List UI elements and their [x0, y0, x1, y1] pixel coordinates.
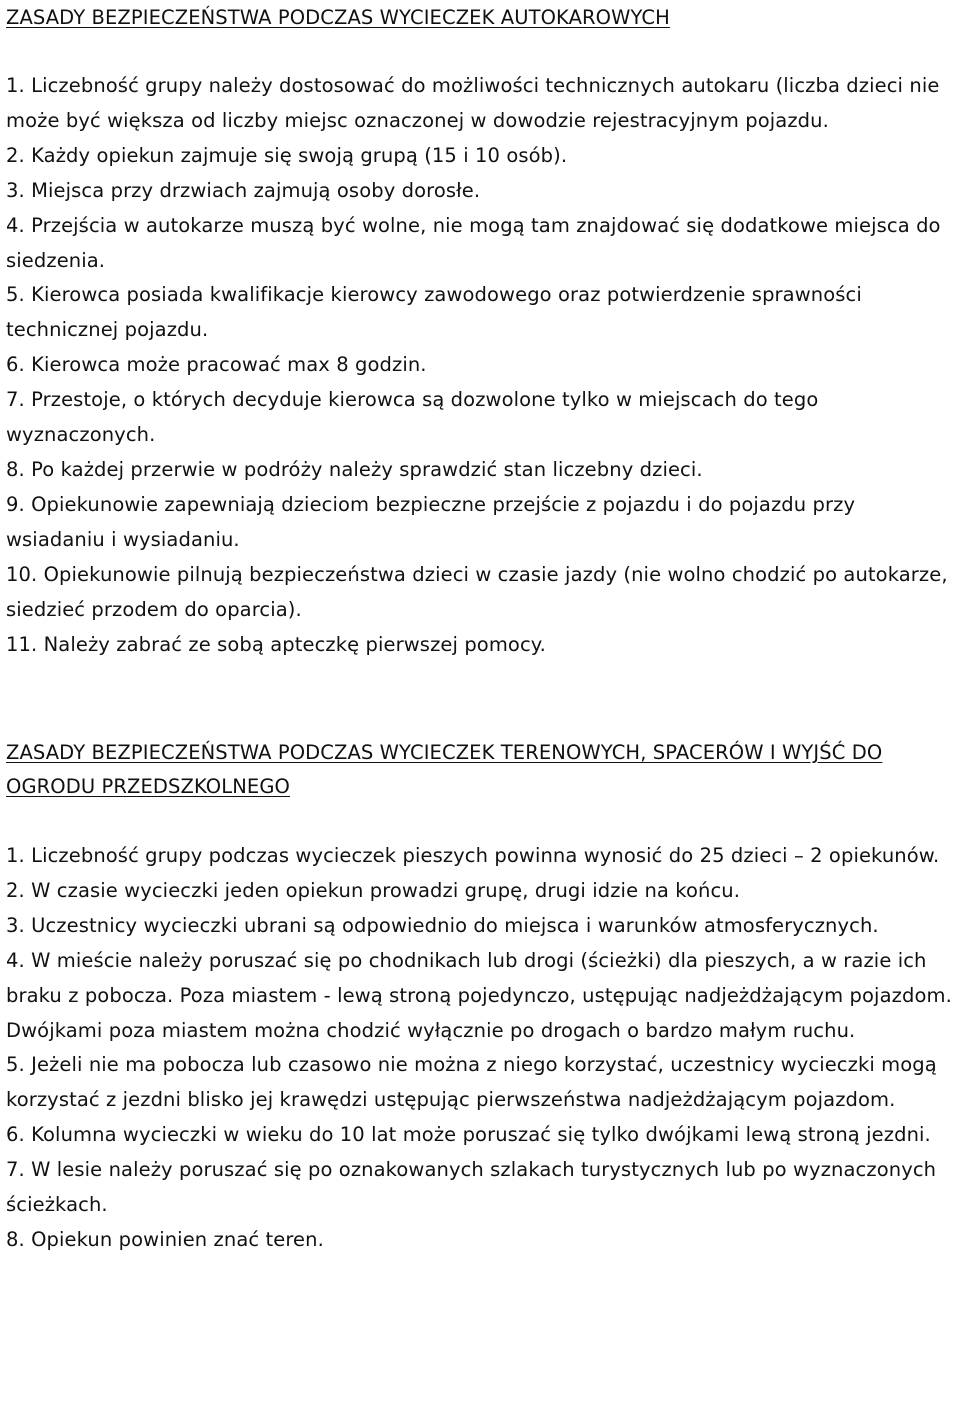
- list-item: 2. W czasie wycieczki jeden opiekun prowadzi grupę, drugi idzie na końcu.: [6, 878, 741, 902]
- section-title-field-trips: ZASADY BEZPIECZEŃSTWA PODCZAS WYCIECZEK TERENOWYCH, SPACERÓW I WYJŚĆ DO OGRODU PRZEDSZKOLNEGO: [6, 741, 883, 798]
- field-trip-rules-list: [0, 839, 954, 1258]
- section-title-bus-trips: ZASADY BEZPIECZEŃSTWA PODCZAS WYCIECZEK AUTOKAROWYCH: [6, 6, 670, 29]
- list-item: 8. Opiekun powinien znać teren.: [6, 1227, 324, 1251]
- list-item: 7. W lesie należy poruszać się po oznakowanych szlakach turystycznych lub po wyznaczonych ścieżkach.: [6, 1158, 937, 1217]
- list-item: 2. Każdy opiekun zajmuje się swoją grupą (15 i 10 osób).: [6, 143, 568, 167]
- list-item: 6. Kierowca może pracować max 8 godzin.: [6, 353, 427, 377]
- list-item: 7. Przestoje, o których decyduje kierowca są dozwolone tylko w miejscach do tego wyznaczonych.: [6, 388, 819, 447]
- list-item: 8. Po każdej przerwie w podróży należy sprawdzić stan liczebny dzieci.: [6, 457, 703, 481]
- list-item: 1. Liczebność grupy podczas wycieczek pieszych powinna wynosić do 25 dzieci – 2 opiekunów.: [6, 844, 940, 867]
- list-item: 4. W mieście należy poruszać się po chodnikach lub drogi (ścieżki) dla pieszych, a w razie ich braku z pobocza. Poza miastem - lewą stroną pojedynczo, ustępując nadjeżdżającym pojazdom. Dwójkami poza miastem można chodzić wyłącznie po drogach o bardzo małym ruchu.: [6, 948, 952, 1042]
- list-item: 5. Kierowca posiada kwalifikacje kierowcy zawodowego oraz potwierdzenie sprawności technicznej pojazdu.: [6, 283, 862, 342]
- list-item: 11. Należy zabrać ze sobą apteczkę pierwszej pomocy.: [6, 632, 546, 656]
- list-item: 9. Opiekunowie zapewniają dzieciom bezpieczne przejście z pojazdu i do pojazdu przy wsiadaniu i wysiadaniu.: [6, 492, 856, 551]
- list-item: 6. Kolumna wycieczki w wieku do 10 lat może poruszać się tylko dwójkami lewą stroną jezdni.: [6, 1123, 931, 1147]
- list-item: 3. Uczestnicy wycieczki ubrani są odpowiednio do miejsca i warunków atmosferycznych.: [6, 913, 879, 937]
- bus-trip-rules-list: [0, 69, 954, 662]
- list-item: 4. Przejścia w autokarze muszą być wolne, nie mogą tam znajdować się dodatkowe miejsca do siedzenia.: [6, 213, 941, 272]
- list-item: 3. Miejsca przy drzwiach zajmują osoby dorosłe.: [6, 178, 481, 202]
- list-item: 1. Liczebność grupy należy dostosować do możliwości technicznych autokaru (liczba dzieci nie może być większa od liczby miejsc oznaczonej w dowodzie rejestracyjnym pojazdu.: [6, 74, 940, 132]
- list-item: 5. Jeżeli nie ma pobocza lub czasowo nie można z niego korzystać, uczestnicy wycieczki mogą korzystać z jezdni blisko jej krawędzi ustępując pierwszeństwa nadjeżdżającym pojazdom.: [6, 1053, 937, 1112]
- list-item: 10. Opiekunowie pilnują bezpieczeństwa dzieci w czasie jazdy (nie wolno chodzić po autokarze, siedzieć przodem do oparcia).: [6, 562, 948, 621]
